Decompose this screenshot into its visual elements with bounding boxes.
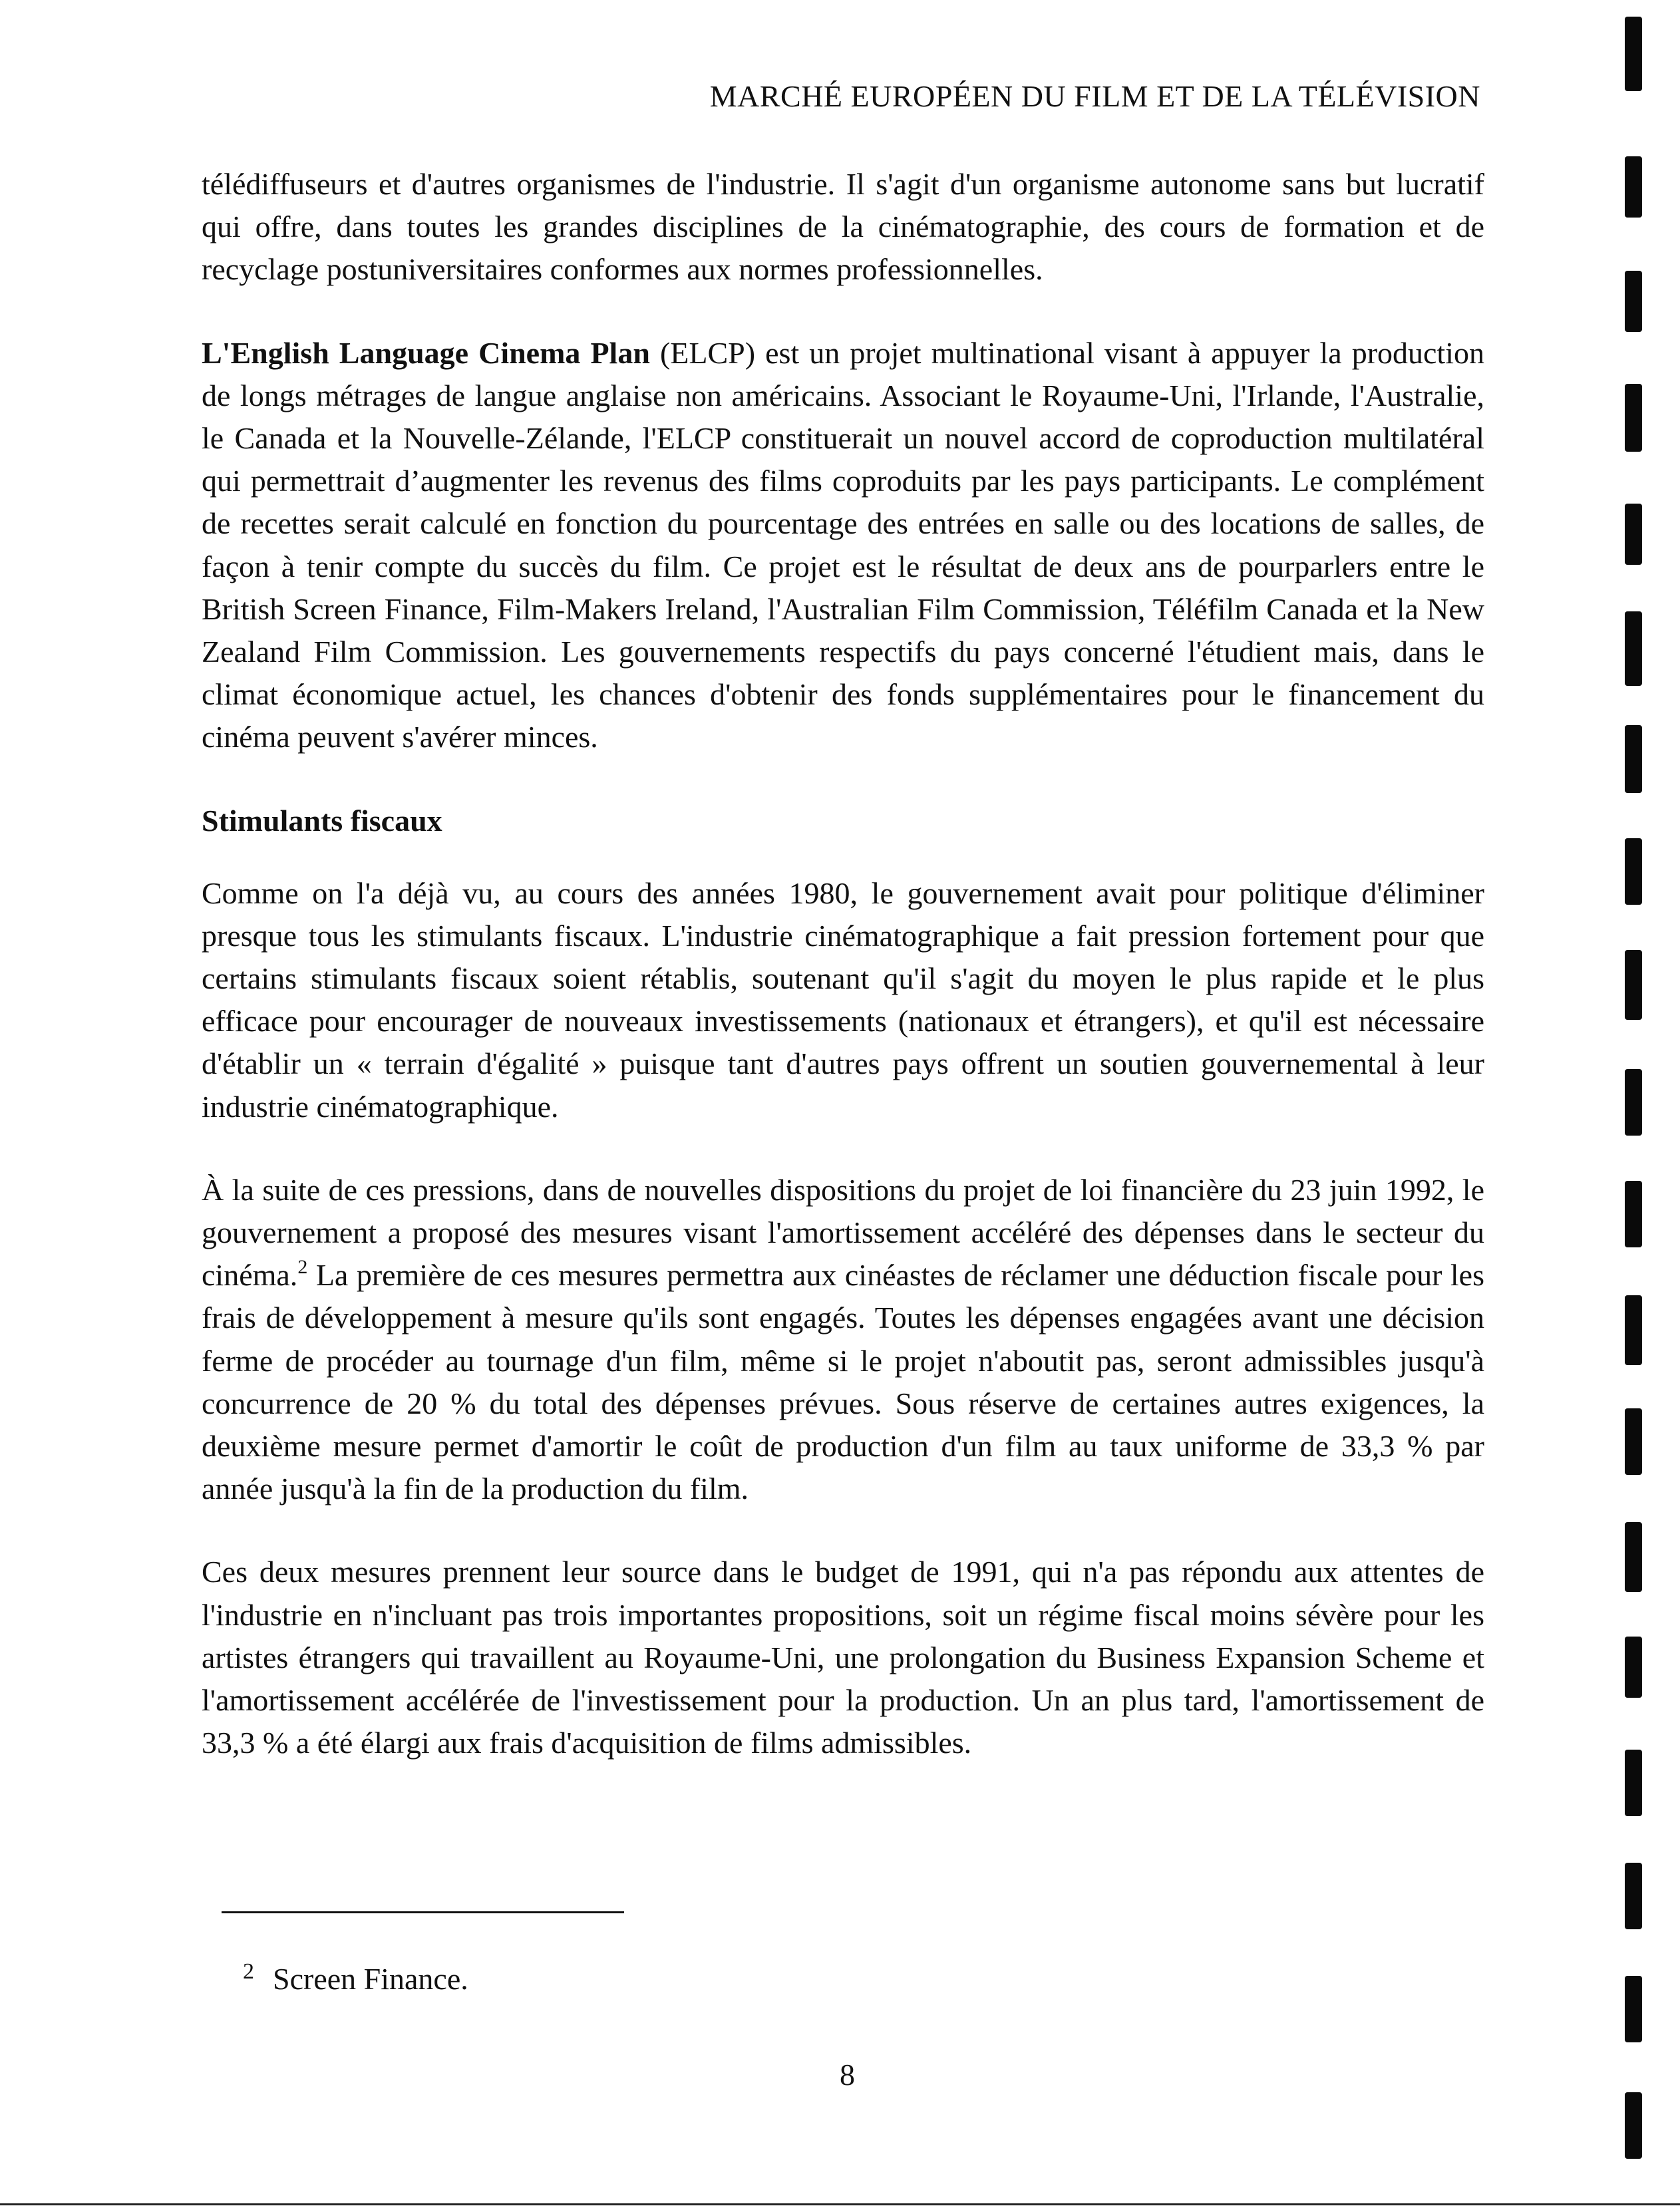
footnote [243, 1961, 468, 1996]
binding-mark [1625, 2092, 1642, 2159]
binding-mark [1625, 1295, 1642, 1365]
paragraph-elcp [202, 332, 1484, 759]
finance-bill-text-after: La première de ces mesures permettra aux cinéastes de réclamer une déduction fiscale pour les frais de développement à mesure qu'ils sont engagés. Toutes les dépenses engagées avant une décision ferme de procéder au tournage d'un film, même si le projet n'aboutit pas, seront admissibles jusqu'à concurrence de 20 % du total des dépenses prévues. Sous réserve de certaines autres exigences, la deuxième mesure permet d'amortir le coût de production d'un film au taux uniforme de 33,3 % par année jusqu'à la fin de la production du film. [202, 1258, 1484, 1506]
binding-mark [1625, 1976, 1642, 2042]
binding-mark [1625, 1522, 1642, 1592]
finance-bill-text-before: À la suite de ces pressions, dans de nouvelles dispositions du projet de loi financière du 23 juin 1992, le gouvernement a proposé des mesures visant l'amortissement accéléré des dépenses dans le secteur du cinéma. [202, 1172, 1484, 1293]
paragraph-tax-incentives: Comme on l'a déjà vu, au cours des années 1980, le gouvernement avait pour politique d'éliminer presque tous les stimulants fiscaux. L'industrie cinématographique a fait pression fortement pour que certains stimulants fiscaux soient rétablis, soutenant qu'il s'agit du moyen le plus rapide et le plus efficace pour encourager de nouveaux investissements (nationaux et étrangers), et qu'il est nécessaire d'établir un « terrain d'égalité » puisque tant d'autres pays offrent un soutien gouvernemental à leur industrie cinématographique. [202, 875, 1484, 1124]
elcp-name: L'English Language Cinema Plan [202, 335, 650, 370]
paragraph-continued: télédiffuseurs et d'autres organismes de l'industrie. Il s'agit d'un organisme autonome sans but lucratif qui offre, dans toutes les grandes disciplines de la cinématographie, des cours de formation et de recyclage postuniversitaires conformes aux normes professionnelles. [202, 167, 1484, 287]
binding-mark [1625, 1181, 1642, 1247]
footnote-separator [222, 1911, 624, 1913]
paragraph-finance-bill [202, 1169, 1484, 1511]
binding-mark [1625, 611, 1642, 686]
running-header: MARCHÉ EUROPÉEN DU FILM ET DE LA TÉLÉVISION [709, 79, 1480, 113]
binding-mark [1625, 1408, 1642, 1475]
footnote-number: 2 [243, 1959, 254, 1984]
paragraph-budget-1991: Ces deux mesures prennent leur source dans le budget de 1991, qui n'a pas répondu aux attentes de l'industrie en n'incluant pas trois importantes propositions, soit un régime fiscal moins sévère pour les artistes étrangers qui travaillent au Royaume-Uni, une prolongation du Business Expansion Scheme et l'amortissement accélérée de l'investissement pour la production. Un an plus tard, l'amortissement de 33,3 % a été élargi aux frais d'acquisition de films admissibles. [202, 1555, 1484, 1760]
binding-mark [1625, 271, 1642, 332]
binding-mark [1625, 504, 1642, 565]
binding-mark [1625, 384, 1642, 452]
binding-mark [1625, 838, 1642, 905]
scan-edge-line [0, 2203, 1680, 2205]
binding-mark [1625, 1750, 1642, 1816]
page-number: 8 [840, 2058, 855, 2092]
binding-mark [1625, 1863, 1642, 1929]
elcp-description: (ELCP) est un projet multinational visant à appuyer la production de longs métrages de langue anglaise non américains. Associant le Royaume-Uni, l'Irlande, l'Australie, le Canada et la Nouvelle-Zélande, l'ELCP constituerait un nouvel accord de coproduction multilatéral qui permettrait d’augmenter les revenus des films coproduits par les pays participants. Le complément de recettes serait calculé en fonction du pourcentage des entrées en salle ou des locations de salles, de façon à tenir compte du succès du film. Ce projet est le résultat de deux ans de pourparlers entre le British Screen Finance, Film-Makers Ireland, l'Australian Film Commission, Téléfilm Canada et la New Zealand Film Commission. Les gouvernements respectifs du pays concerné l'étudient mais, dans le climat économique actuel, les chances d'obtenir des fonds supplémentaires pour le financement du cinéma peuvent s'avérer minces. [202, 335, 1484, 754]
binding-mark [1625, 725, 1642, 793]
binding-holes [1621, 0, 1661, 2212]
binding-mark [1625, 17, 1642, 91]
binding-mark [1625, 950, 1642, 1020]
footnote-reference: 2 [297, 1256, 308, 1279]
page-body [202, 163, 1484, 1806]
footnote-text: Screen Finance. [273, 1962, 468, 1996]
binding-mark [1625, 1069, 1642, 1136]
section-heading: Stimulants fiscaux [202, 803, 442, 838]
binding-mark [1625, 1637, 1642, 1698]
binding-mark [1625, 156, 1642, 218]
